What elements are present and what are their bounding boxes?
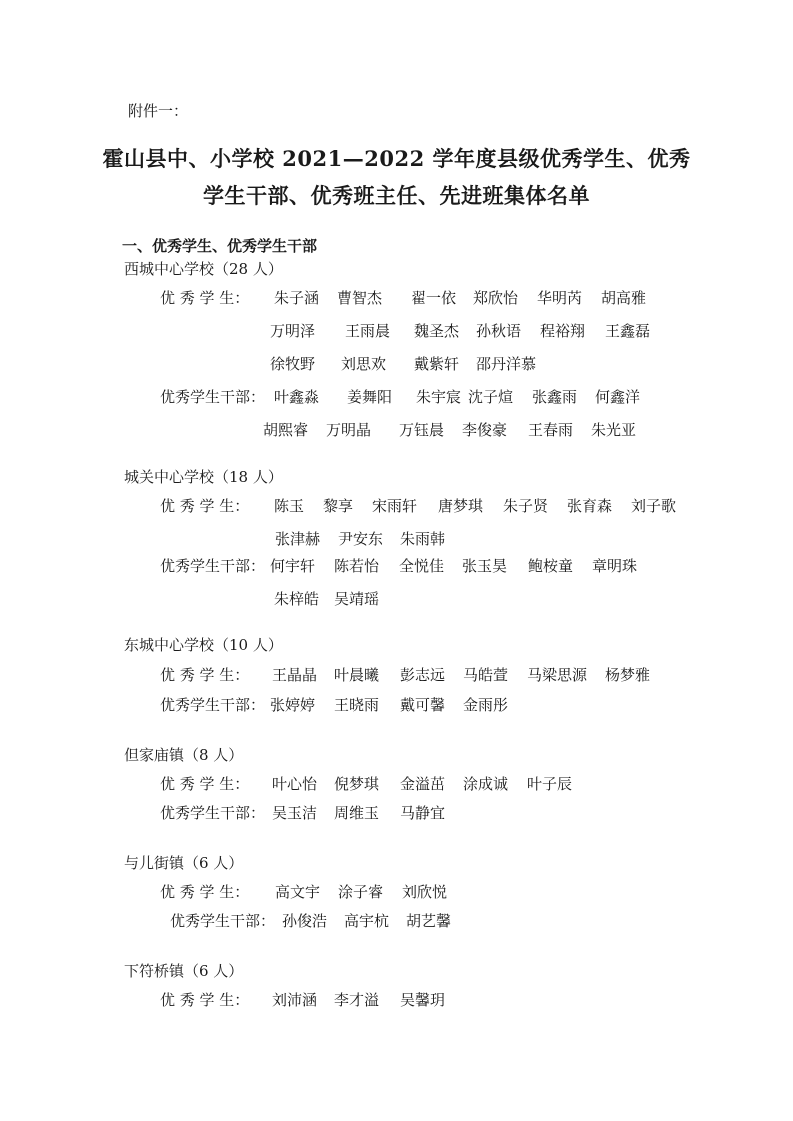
- school-name: 但家庙镇（8 人）: [124, 746, 244, 764]
- person-name: 叶晨曦: [334, 666, 380, 684]
- person-name: 胡高雅: [601, 289, 647, 307]
- excellent-cadre-label: 优秀学生干部：: [160, 388, 266, 406]
- person-name: 万明晶: [326, 421, 372, 439]
- person-name: 金溢茁: [400, 775, 446, 793]
- person-name: 华明芮: [537, 289, 583, 307]
- person-name: 涂成诚: [463, 775, 509, 793]
- person-name: 王鑫磊: [605, 322, 651, 340]
- excellent-student-label: 优 秀 学 生：: [160, 289, 250, 307]
- person-name: 叶心怡: [272, 775, 318, 793]
- person-name: 姜舞阳: [347, 388, 393, 406]
- person-name: 张婷婷: [270, 696, 316, 714]
- excellent-cadre-label: 优秀学生干部：: [170, 912, 276, 930]
- person-name: 倪梦琪: [334, 775, 380, 793]
- person-name: 唐梦琪: [438, 497, 484, 515]
- person-name: 刘子歌: [631, 497, 677, 515]
- school-name: 城关中心学校（18 人）: [124, 468, 283, 486]
- person-name: 刘沛涵: [272, 991, 318, 1009]
- person-name: 戴紫轩: [414, 355, 460, 373]
- person-name: 全悦佳: [399, 557, 445, 575]
- person-name: 马梁思源: [527, 666, 588, 684]
- person-name: 陈若怡: [334, 557, 380, 575]
- excellent-student-label: 优 秀 学 生：: [160, 991, 250, 1009]
- person-name: 王雨晨: [345, 322, 391, 340]
- excellent-cadre-label: 优秀学生干部：: [160, 557, 266, 575]
- person-name: 王春雨: [528, 421, 574, 439]
- person-name: 叶鑫淼: [274, 388, 320, 406]
- excellent-cadre-label: 优秀学生干部：: [160, 696, 266, 714]
- person-name: 孙俊浩: [282, 912, 328, 930]
- attachment-label: 附件一：: [128, 102, 189, 120]
- title-line-2: 学生干部、优秀班主任、先进班集体名单: [203, 183, 590, 208]
- excellent-student-label: 优 秀 学 生：: [160, 497, 250, 515]
- person-name: 周维玉: [334, 804, 380, 822]
- person-name: 李才溢: [334, 991, 380, 1009]
- excellent-student-label: 优 秀 学 生：: [160, 883, 250, 901]
- school-name: 下符桥镇（6 人）: [124, 962, 244, 980]
- person-name: 万钰晨: [399, 421, 445, 439]
- excellent-cadre-label: 优秀学生干部：: [160, 804, 266, 822]
- person-name: 张鑫雨: [532, 388, 578, 406]
- person-name: 王晶晶: [272, 666, 318, 684]
- person-name: 胡熙睿: [263, 421, 309, 439]
- person-name: 朱雨韩: [400, 530, 446, 548]
- person-name: 马皓萱: [463, 666, 509, 684]
- title-line-1: 霍山县中、小学校 2021—2022 学年度县级优秀学生、优秀: [102, 146, 691, 171]
- person-name: 叶子辰: [527, 775, 573, 793]
- person-name: 鲍桉童: [528, 557, 574, 575]
- person-name: 李俊豪: [462, 421, 508, 439]
- person-name: 吴馨玥: [400, 991, 446, 1009]
- excellent-student-label: 优 秀 学 生：: [160, 775, 250, 793]
- person-name: 王晓雨: [334, 696, 380, 714]
- school-name: 东城中心学校（10 人）: [124, 636, 283, 654]
- person-name: 沈子煊: [468, 388, 514, 406]
- person-name: 朱子涵: [274, 289, 320, 307]
- person-name: 何宇轩: [270, 557, 316, 575]
- document-title: [100, 140, 693, 214]
- excellent-student-label: 优 秀 学 生：: [160, 666, 250, 684]
- person-name: 朱子贤: [503, 497, 549, 515]
- person-name: 金雨彤: [463, 696, 509, 714]
- person-name: 魏圣杰: [414, 322, 460, 340]
- person-name: 朱宇宸: [416, 388, 462, 406]
- person-name: 吴靖瑶: [334, 590, 380, 608]
- person-name: 邵丹洋慕: [476, 355, 537, 373]
- person-name: 张玉昊: [462, 557, 508, 575]
- person-name: 涂子睿: [338, 883, 384, 901]
- person-name: 孙秋语: [476, 322, 522, 340]
- person-name: 何鑫洋: [595, 388, 641, 406]
- person-name: 刘欣悦: [402, 883, 448, 901]
- person-name: 翟一依: [411, 289, 457, 307]
- person-name: 刘思欢: [341, 355, 387, 373]
- person-name: 朱梓皓: [274, 590, 320, 608]
- school-name: 西城中心学校（28 人）: [124, 260, 283, 278]
- person-name: 万明泽: [270, 322, 316, 340]
- section-heading: 一、优秀学生、优秀学生干部: [122, 237, 318, 255]
- person-name: 高宇杭: [344, 912, 390, 930]
- person-name: 黎享: [323, 497, 354, 515]
- person-name: 马静宜: [400, 804, 446, 822]
- person-name: 彭志远: [400, 666, 446, 684]
- school-name: 与儿街镇（6 人）: [124, 854, 244, 872]
- person-name: 戴可馨: [400, 696, 446, 714]
- person-name: 章明珠: [592, 557, 638, 575]
- person-name: 张津赫: [275, 530, 321, 548]
- person-name: 郑欣怡: [473, 289, 519, 307]
- person-name: 程裕翔: [540, 322, 586, 340]
- person-name: 徐牧野: [270, 355, 316, 373]
- person-name: 陈玉: [274, 497, 305, 515]
- person-name: 尹安东: [338, 530, 384, 548]
- person-name: 胡艺馨: [406, 912, 452, 930]
- person-name: 吴玉洁: [272, 804, 318, 822]
- person-name: 宋雨轩: [372, 497, 418, 515]
- person-name: 曹智杰: [337, 289, 383, 307]
- person-name: 杨梦雅: [605, 666, 651, 684]
- person-name: 朱光亚: [591, 421, 637, 439]
- person-name: 张育森: [567, 497, 613, 515]
- person-name: 高文宇: [275, 883, 321, 901]
